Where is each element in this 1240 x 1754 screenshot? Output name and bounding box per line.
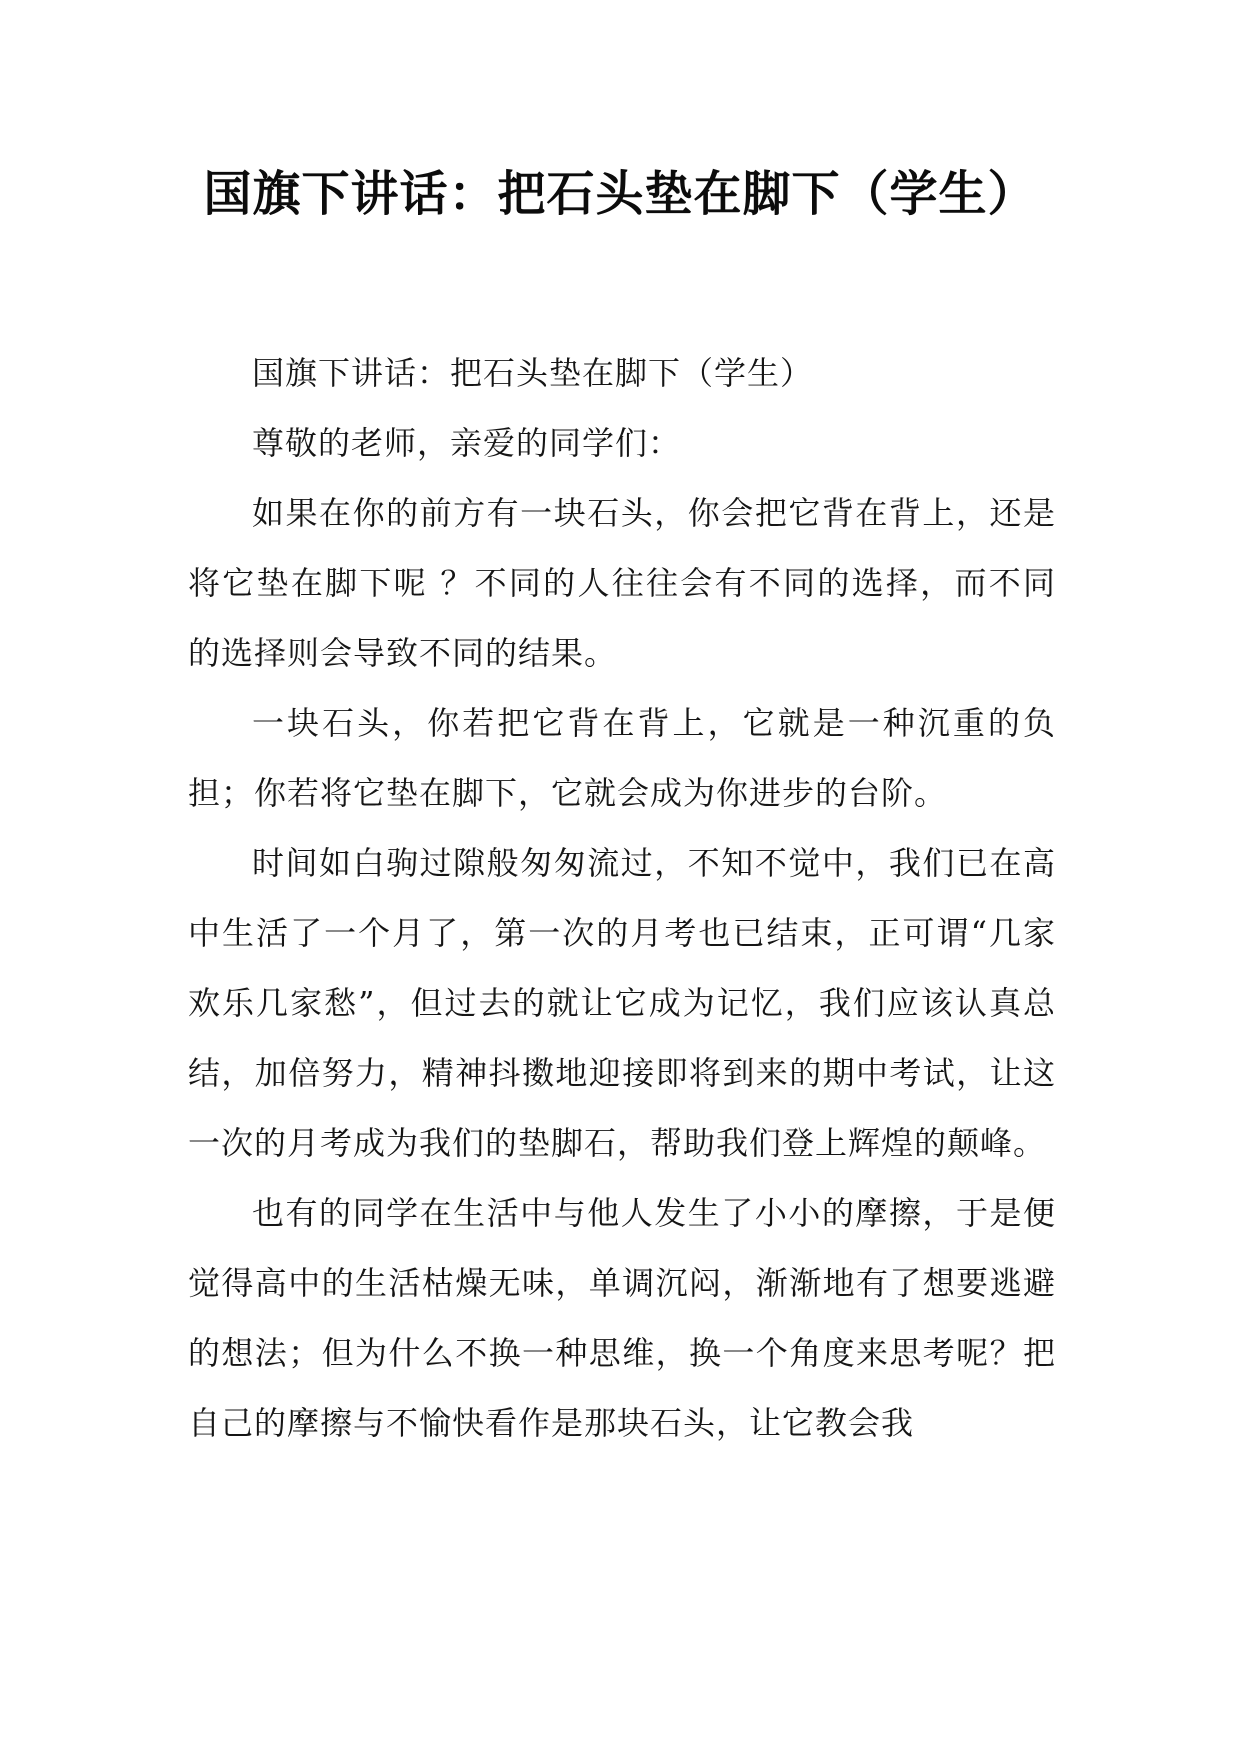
- paragraph: 也有的同学在生活中与他人发生了小小的摩擦，于是便觉得高中的生活枯燥无味，单调沉闷，渐渐地有了想要逃避的想法；但为什么不换一种思维，换一个角度来思考呢？把自己的摩擦与不愉快看作是那块石头，让它教会我: [188, 1194, 1056, 1442]
- paragraph: 一块石头，你若把它背在背上，它就是一种沉重的负担；你若将它垫在脚下，它就会成为你进步的台阶。: [188, 704, 1056, 812]
- paragraph: 时间如白驹过隙般匆匆流过，不知不觉中，我们已在高中生活了一个月了，第一次的月考也已结束，正可谓“几家欢乐几家愁”，但过去的就让它成为记忆，我们应该认真总结，加倍努力，精神抖擞地迎接即将到来的期中考试，让这一次的月考成为我们的垫脚石，帮助我们登上辉煌的颠峰。: [188, 844, 1056, 1162]
- paragraph: 如果在你的前方有一块石头，你会把它背在背上，还是将它垫在脚下呢 ？不同的人往往会有不同的选择，而不同的选择则会导致不同的结果。: [188, 494, 1056, 672]
- paragraph-greeting: 尊敬的老师，亲爱的同学们：: [252, 424, 682, 462]
- paragraph-subtitle: 国旗下讲话：把石头垫在脚下（学生）: [252, 354, 814, 392]
- page-title: 国旗下讲话：把石头垫在脚下（学生）: [203, 166, 1037, 222]
- document-body: [188, 338, 1056, 1458]
